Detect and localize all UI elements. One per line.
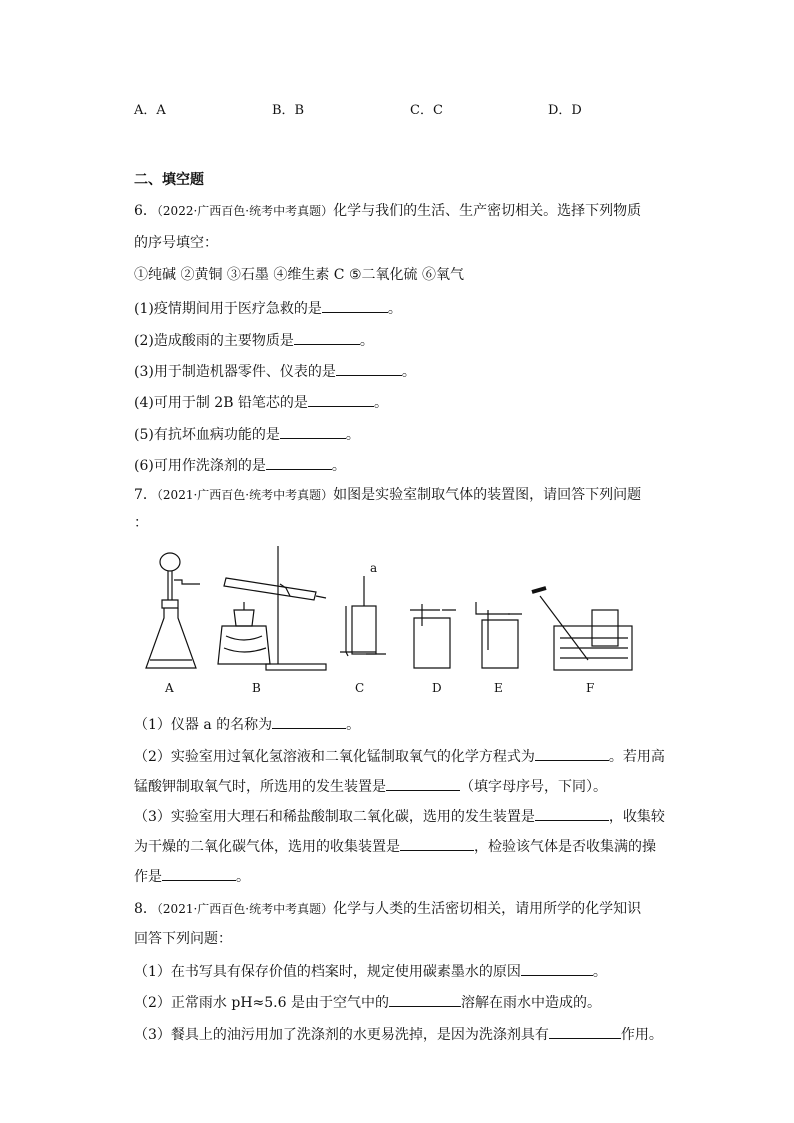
answer-blank[interactable] <box>549 1024 621 1039</box>
q8-sub2: （2）正常雨水 pH≈5.6 是由于空气中的 溶解在雨水中造成的。 <box>134 992 601 1012</box>
q7-sub3-line1: （3）实验室用大理石和稀盐酸制取二氧化碳，选用的发生装置是 ，收集较 <box>134 806 665 826</box>
label-a: a <box>370 561 378 575</box>
q6-sub6: (6)可用作洗涤剂的是 。 <box>134 455 346 475</box>
apparatus-f <box>532 588 632 670</box>
answer-blank[interactable] <box>294 330 360 345</box>
answer-blank[interactable] <box>535 746 609 761</box>
q6-stem-line2: 的序号填空： <box>134 235 218 251</box>
fig-label-d: D <box>432 681 442 695</box>
q7-stem: 如图是实验室制取气体的装置图，请回答下列问题 <box>333 487 642 503</box>
q8-number: 8． <box>134 901 157 917</box>
answer-blank[interactable] <box>266 455 332 470</box>
option-b: B．B <box>272 103 305 118</box>
q7-source: （2021·广西百色·统考中考真题） <box>156 488 334 502</box>
answer-blank[interactable] <box>400 836 474 851</box>
answer-blank[interactable] <box>308 392 374 407</box>
q7-stem-line1 <box>134 486 641 504</box>
q6-sub1: (1)疫情期间用于医疗急救的是 。 <box>134 298 402 318</box>
answer-blank[interactable] <box>521 961 593 976</box>
answer-blank[interactable] <box>535 806 609 821</box>
q6-substances: ①纯碱 ②黄铜 ③石墨 ④维生素 C ⑤二氧化硫 ⑥氧气 <box>134 267 464 283</box>
answer-blank[interactable] <box>336 361 402 376</box>
q8-sub3: （3）餐具上的油污用加了洗涤剂的水更易洗掉，是因为洗涤剂具有 作用。 <box>134 1024 663 1044</box>
answer-blank[interactable] <box>322 298 388 313</box>
lab-apparatus-figure <box>130 540 670 700</box>
q7-sub3-line2: 为干燥的二氧化碳气体，选用的收集装置是 ，检验该气体是否收集满的操 <box>134 836 656 856</box>
answer-blank[interactable] <box>386 776 460 791</box>
answer-blank[interactable] <box>280 424 346 439</box>
q7-number: 7． <box>134 487 157 503</box>
q7-sub1: （1）仪器 a 的名称为 。 <box>134 714 360 734</box>
apparatus-c <box>340 576 386 656</box>
option-d: D．D <box>548 103 582 118</box>
q8-stem-line2: 回答下列问题： <box>134 931 232 947</box>
q6-stem: 化学与我们的生活、生产密切相关。选择下列物质 <box>333 203 642 219</box>
option-a: A．A <box>134 103 166 118</box>
q6-stem-line1 <box>134 202 641 220</box>
q6-number: 6． <box>134 203 157 219</box>
option-c: C．C <box>410 103 443 118</box>
apparatus-b <box>218 546 326 670</box>
fig-label-e: E <box>494 681 503 695</box>
answer-blank[interactable] <box>162 866 236 881</box>
answer-blank[interactable] <box>389 992 461 1007</box>
q8-stem: 化学与人类的生活密切相关，请用所学的化学知识 <box>333 901 642 917</box>
q6-source: （2022·广西百色·统考中考真题） <box>156 204 334 218</box>
fig-label-a: A <box>165 681 174 695</box>
apparatus-e <box>476 602 522 668</box>
apparatus-d <box>410 604 456 668</box>
q7-sub2-line2: 锰酸钾制取氧气时，所选用的发生装置是 （填字母序号，下同）。 <box>134 776 607 796</box>
q6-sub3: (3)用于制造机器零件、仪表的是 。 <box>134 361 416 381</box>
fig-label-b: B <box>252 681 261 695</box>
q8-stem-line1 <box>134 900 641 918</box>
q6-sub5: (5)有抗坏血病功能的是 。 <box>134 424 360 444</box>
q8-sub1: （1）在书写具有保存价值的档案时，规定使用碳素墨水的原因 。 <box>134 961 607 981</box>
q8-source: （2021·广西百色·统考中考真题） <box>156 902 334 916</box>
q7-stem-line2: ： <box>134 515 148 531</box>
q7-sub2-line1: （2）实验室用过氧化氢溶液和二氧化锰制取氧气的化学方程式为 。若用高 <box>134 746 665 766</box>
q7-sub3-line3: 作是 。 <box>134 866 250 886</box>
fig-label-f: F <box>586 681 595 695</box>
q6-sub2: (2)造成酸雨的主要物质是 。 <box>134 330 374 350</box>
answer-blank[interactable] <box>272 714 346 729</box>
apparatus-a <box>146 553 200 668</box>
q6-sub4: (4)可用于制 2B 铅笔芯的是 。 <box>134 392 388 412</box>
section-title: 二、填空题 <box>134 172 204 188</box>
fig-label-c: C <box>355 681 365 695</box>
